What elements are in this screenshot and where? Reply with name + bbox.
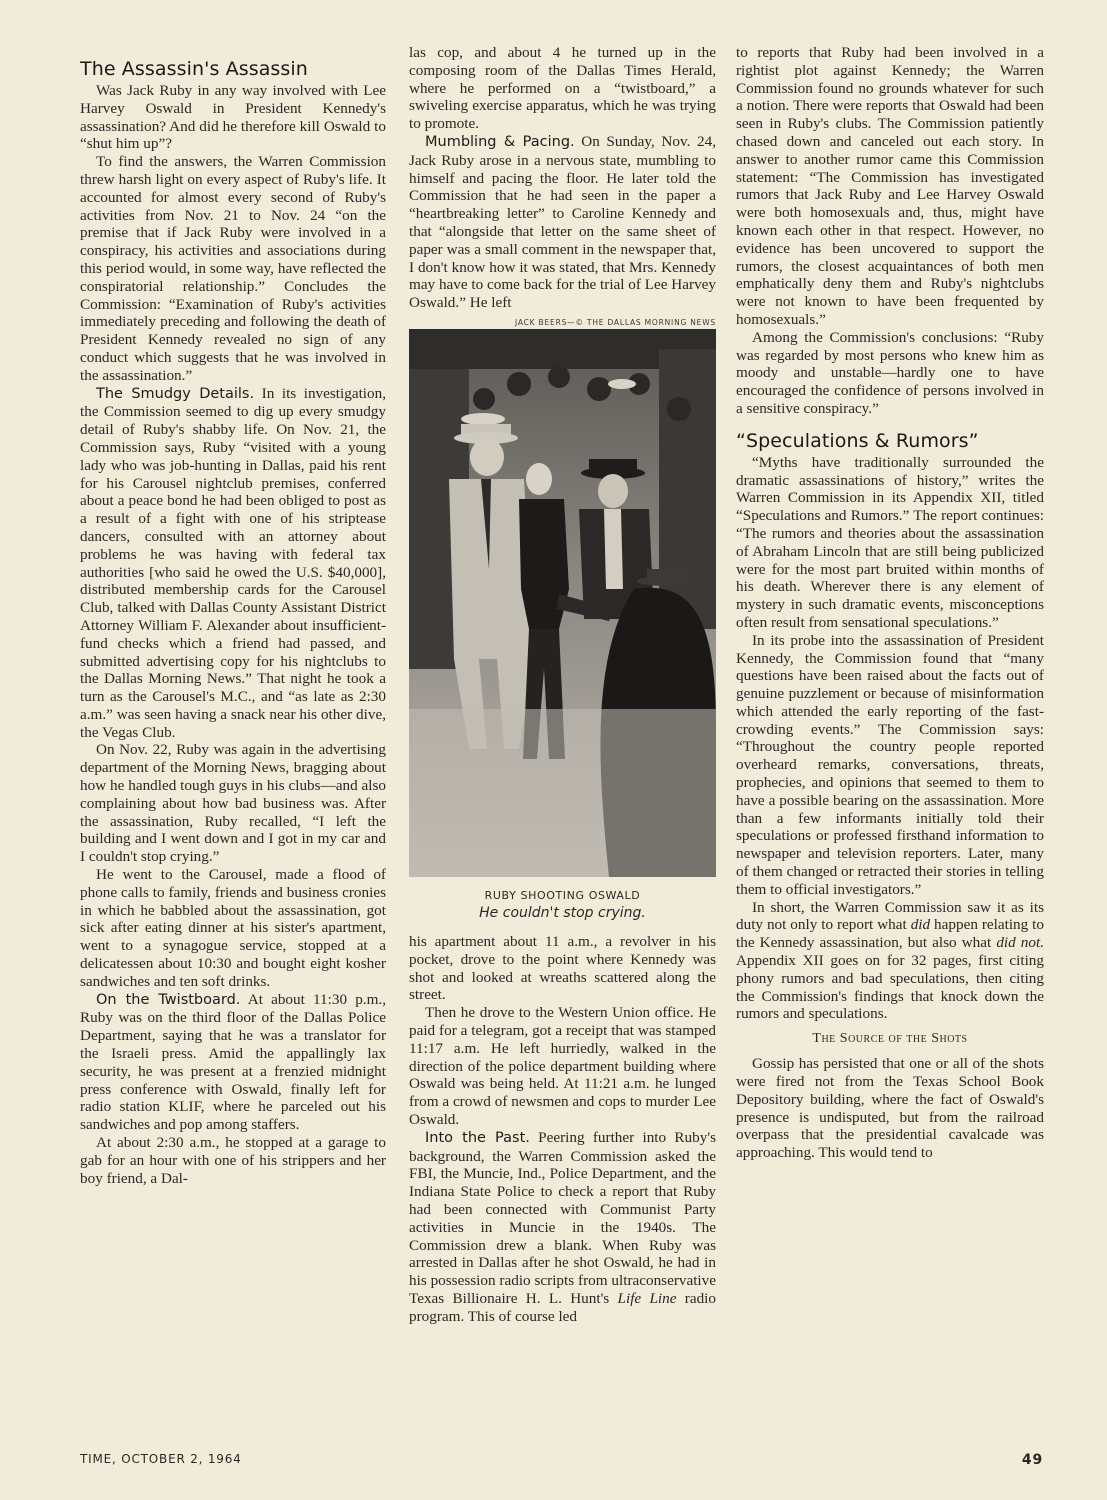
paragraph-text: radio program. This of course led xyxy=(409,1289,716,1325)
paragraph-text: In its investigation, the Commission seemed to dig up every smudgy detail of Ruby's shabby life. On Nov. 21, the Commission says, Ruby “visited with a young lady who was job-hunting in Dallas, paid his rent for his Carousel nightclub premises, conferred about a peace bond he had been obliged to post as a result of a fight with one of his striptease dancers, consulted with an attorney about problems he was having with federal tax authorities [who said he owed the U.S. $40,000], distributed membership cards for the Carousel Club, talked with Dallas County Assistant District Attorney William F. Alexander about insufficient-fund checks which a friend had passed, and submitted advertising copy for his nightclubs to the Dallas Morning News.” That night he took a turn as the Carousel's M.C., and “as late as 2:30 a.m.” was seen having a snack near his other dive, the Vegas Club. xyxy=(80,384,387,741)
paragraph-text: Among the Commission's conclusions: “Ruby was regarded by most persons who knew him as moody and unstable—hardly one to have encouraged the confidence of persons involved in a sensitive conspiracy.” xyxy=(736,328,1044,417)
article-paragraph xyxy=(736,632,1044,899)
paragraph-text: On Sunday, Nov. 24, Jack Ruby arose in a nervous state, mumbling to himself and pacing the floor. He later told the Commission that he had seen in the paper a “heartbreaking letter” to Caroline Kennedy and that “alongside that letter on the same sheet of paper was a small comment in the newspaper that, I don't know how it was stated, that Mrs. Kennedy may have to come back for the trial of Lee Harvey Oswald.” He left xyxy=(409,132,716,312)
column-3 xyxy=(736,44,1044,1162)
paragraph-text: Gossip has persisted that one or all of the shots were fired not from the Texas School Book Depository building, where the fact of Oswald's presence is undisputed, but from the railroad overpass that the presidential cavalcade was approaching. This would tend to xyxy=(736,1055,1044,1162)
section-title-source-of-shots: The Source of the Shots xyxy=(812,1031,968,1047)
column-2-body-bottom xyxy=(409,933,716,1326)
paragraph-text: Was Jack Ruby in any way involved with Lee Harvey Oswald in President Kennedy's assassination? And did he therefore kill Oswald to “shut him up”? xyxy=(80,82,386,153)
column-1-body xyxy=(80,82,386,1187)
photo-ruby-shooting-oswald xyxy=(409,329,716,877)
paragraph-text: To find the answers, the Warren Commission threw harsh light on every aspect of Ruby's life. It accounted for almost every second of Ruby's activities from Nov. 21 to Nov. 24 “on the premise that if Jack Ruby were involved in a conspiracy, his activities and associations during this period would, in some way, have reflected the conspiratorial relationship.” Concludes the Commission: “Examination of Ruby's activities immediately preceding and following the death of President Kennedy revealed no sign of any conduct which suggests that he was involved in the assassination.” xyxy=(80,153,386,384)
article-paragraph xyxy=(80,82,386,153)
article-paragraph xyxy=(80,385,386,742)
photo-credit: JACK BEERS—© THE DALLAS MORNING NEWS xyxy=(514,317,716,327)
paragraph-text: Appendix XII goes on for 32 pages, first citing phony rumors and bad speculations, then citing the Commission's findings that knock down the rumors and speculations. xyxy=(736,952,1044,1023)
paragraph-subhead: The Smudgy Details. xyxy=(96,385,255,402)
photo-subcaption: He couldn't stop crying. xyxy=(479,904,646,921)
article-paragraph xyxy=(736,1055,1044,1162)
paragraph-text: At about 11:30 p.m., Ruby was on the third floor of the Dallas Police Department, saying that he was a translator for the Israeli press. Amid the appallingly lax security, he was present at a frenzied midnight press conference with Oswald, finally left for radio station KLIF, where he parceled out his sandwiches and pop among staffers. xyxy=(80,990,386,1134)
article-paragraph xyxy=(80,866,386,991)
paragraph-subhead: On the Twistboard. xyxy=(96,991,241,1008)
article-paragraph xyxy=(736,44,1044,329)
article-paragraph xyxy=(409,133,716,312)
article-paragraph xyxy=(736,329,1044,418)
paragraph-text: “Myths have traditionally surrounded the dramatic assassinations of history,” writes the Warren Commission in its Appendix XII, titled “Speculations and Rumors.” The report continues: “The rumors and theories about the assassination of Abraham Lincoln that are still being publicized were for the most part bruited within months of his death. Wherever there is any element of mystery in such dramatic events, misconceptions often result from sensational speculations.” xyxy=(736,453,1044,631)
paragraph-text: to reports that Ruby had been involved in a rightist plot against Kennedy; the Warren Commission found no grounds whatever for such a notion. There were reports that Oswald had been seen in Ruby's clubs. The Commission patiently chased down and canceled out each story. In answer to another rumor came this Commission statement: “The Commission has investigated rumors that Jack Ruby and Lee Harvey Oswald were both homosexuals and, thus, might have known each other in that respect. However, no evidence has been uncovered to support the rumors, the closest acquaintances of both men emphatically deny them and Ruby's nightclubs were not known to have been frequented by homosexuals.” xyxy=(736,44,1044,328)
paragraph-text: Then he drove to the Western Union office. He paid for a telegram, got a receipt that was stamped 11:17 a.m. He left hurriedly, walked in the direction of the police department building where Oswald was being held. At 11:21 a.m. he lunged from a crowd of newsmen and cops to murder Lee Oswald. xyxy=(409,1004,716,1128)
paragraph-italic: did xyxy=(910,916,931,934)
paragraph-subhead: Into the Past. xyxy=(425,1129,530,1146)
column-3-body-top xyxy=(736,44,1044,418)
paragraph-text: Peering further into Ruby's background, the Warren Commission asked the FBI, the Muncie, Ind., Police Department, and the Indiana State Police to check a report that Ruby had been connected with Communist Party activities in Muncie in the 1940s. The Commission drew a blank. When Ruby was arrested in Dallas after he shot Oswald, he had in his possession radio scripts from ultraconservative Texas Billionaire H. L. Hunt's xyxy=(409,1128,716,1307)
column-1 xyxy=(80,44,386,1187)
paragraph-italic: Life Line xyxy=(617,1289,677,1307)
article-paragraph xyxy=(80,153,386,384)
section-title-speculations: “Speculations & Rumors” xyxy=(736,429,979,452)
article-paragraph xyxy=(409,1129,716,1326)
paragraph-text: las cop, and about 4 he turned up in the composing room of the Dallas Times Herald, where he performed on a “twistboard,” a swiveling exercise apparatus, which he was trying to promote. xyxy=(409,44,716,133)
article-paragraph xyxy=(80,1134,386,1187)
paragraph-text: In its probe into the assassination of President Kennedy, the Commission found that “many questions have been raised about the facts out of genuine puzzlement or because of misinformation which attended the early reporting of the fast-crowding events.” The Commission says: “Throughout the country people reported overheard remarks, conversations, threats, prophecies, and opinions that seemed to them to have a possible bearing on the assassination. More than a few informants initially told their speculations or professed firsthand information to newspaper and television reporters. Later, many of them changed or retracted their stories in telling them to official investigators.” xyxy=(736,631,1044,898)
column-2-body-top xyxy=(409,44,716,312)
paragraph-text: At about 2:30 a.m., he stopped at a garage to gab for an hour with one of his strippers and her boy friend, a Dal- xyxy=(80,1134,386,1187)
article-paragraph xyxy=(736,899,1044,1024)
paragraph-subhead: Mumbling & Pacing. xyxy=(425,133,575,150)
paragraph-text: He went to the Carousel, made a flood of phone calls to family, friends and business cronies in which he babbled about the assassination, got sick after eating dinner at his sister's apartment, went to a synagogue service, stopped at a delicatessen about 10:30 and bought eight kosher sandwiches and ten soft drinks. xyxy=(80,866,386,990)
paragraph-text: On Nov. 22, Ruby was again in the advertising department of the Morning News, bragging about how he handled tough guys in his clubs—and also complaining about how bad business was. After the assassination, Ruby recalled, “I left the building and I went down and I got in my car and I couldn't stop crying.” xyxy=(80,741,386,866)
paragraph-text: his apartment about 11 a.m., a revolver in his pocket, drove to the point where Kennedy was shot and looked at wreaths scattered along the street. xyxy=(409,932,716,1004)
article-title: The Assassin's Assassin xyxy=(80,58,308,80)
page-number: 49 xyxy=(1021,1452,1043,1468)
article-paragraph xyxy=(80,741,386,866)
photo-caption: RUBY SHOOTING OSWALD xyxy=(484,888,641,902)
column-3-body-middle xyxy=(736,454,1044,1024)
article-paragraph xyxy=(409,1004,716,1129)
article-paragraph xyxy=(409,933,716,1004)
article-paragraph xyxy=(736,454,1044,632)
article-paragraph xyxy=(409,44,716,133)
article-paragraph xyxy=(80,991,386,1134)
footer-date: TIME, OCTOBER 2, 1964 xyxy=(80,1452,242,1466)
column-3-body-bottom xyxy=(736,1055,1044,1162)
paragraph-italic: did not. xyxy=(996,934,1044,952)
paragraph-text: In short, the Warren Commission saw it as its duty not only to report what xyxy=(736,898,1044,934)
paragraph-text: happen relating to the Kennedy assassination, but also what xyxy=(736,916,1044,952)
column-2 xyxy=(409,44,716,1325)
news-photo-figure xyxy=(409,318,716,921)
